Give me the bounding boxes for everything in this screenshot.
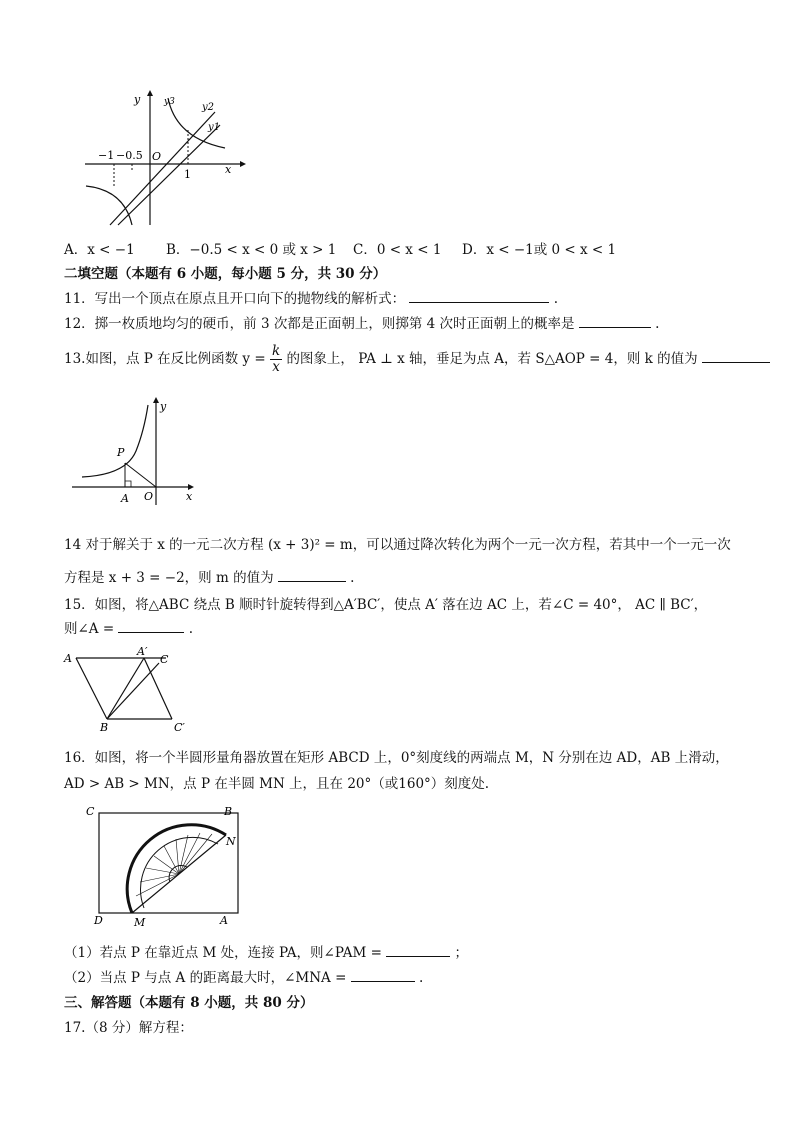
q15-answer-blank[interactable]	[118, 620, 184, 633]
q10-option-c: C．0 < x < 1	[353, 242, 442, 258]
q15-label-c-prime: C′	[174, 721, 185, 734]
section3-heading: 三、解答题（本题有 8 小题，共 80 分）	[64, 995, 314, 1011]
q15-label-b: B	[100, 721, 109, 734]
q16-line1: 16．如图，将一个半圆形量角器放置在矩形 ABCD 上，0°刻度线的两端点 M，N 分别在边 AD，AB 上滑动，	[64, 750, 729, 766]
q15-label-c: C	[160, 653, 169, 666]
q12	[64, 312, 659, 332]
q16-sub1-blank[interactable]	[386, 944, 450, 957]
q16-sub2-blank[interactable]	[351, 969, 415, 982]
q16-sub2	[64, 966, 423, 986]
q16-sub1-end: ；	[454, 945, 468, 961]
q16-label-n: N	[226, 835, 236, 848]
q11-end: .	[553, 291, 559, 307]
q13-pre: 13.如图，点 P 在反比例函数 y =	[64, 351, 266, 367]
q16-label-d: D	[94, 914, 103, 927]
q13-p-label: P	[117, 446, 125, 459]
q10-neg05-label: −0.5	[116, 149, 143, 162]
q13-answer-blank[interactable]	[702, 350, 770, 363]
q16-line2: AD > AB > MN，点 P 在半圆 MN 上，且在 20°（或160°）刻度处.	[64, 776, 490, 792]
q10-y2-label: y2	[202, 102, 215, 113]
q16-label-b: B	[224, 805, 233, 818]
q10-y1-label: y1	[208, 122, 221, 133]
q16-sub1-text: （1）若点 P 在靠近点 M 处，连接 PA，则∠PAM =	[64, 945, 382, 961]
q10-tick1-label: 1	[184, 168, 191, 181]
q13-frac-den: x	[272, 359, 280, 375]
q14-answer-blank[interactable]	[278, 569, 346, 582]
q16-label-a: A	[220, 914, 228, 927]
q16-figure	[84, 800, 254, 928]
q16-label-m: M	[134, 916, 146, 928]
q13-fraction	[270, 344, 282, 375]
q11	[64, 287, 558, 307]
q15-line2-text: 则∠A =	[64, 621, 115, 637]
q13	[64, 344, 770, 375]
q13-y-label: y	[160, 400, 167, 413]
q12-text: 12．掷一枚质地均匀的硬币，前 3 次都是正面朝上，则掷第 4 次时正面朝上的概率是	[64, 316, 575, 332]
q15-label-a-prime: A′	[137, 645, 148, 658]
q10-option-a: A．x < −1	[64, 242, 135, 258]
q13-o-label: O	[144, 490, 154, 503]
q11-answer-blank[interactable]	[409, 290, 549, 303]
q14-line1: 14 对于解关于 x 的一元二次方程 (x + 3)² = m，可以通过降次转化为两个一元一次方程，若其中一个一元一次	[64, 537, 731, 553]
q13-a-label: A	[121, 492, 129, 505]
q16-sub1	[64, 941, 468, 961]
q15-line2	[64, 617, 193, 637]
q14-end: .	[350, 570, 355, 586]
q13-frac-num: k	[271, 343, 281, 359]
q10-x-label: x	[225, 163, 232, 176]
q14-line2-text: 方程是 x + 3 = −2，则 m 的值为	[64, 570, 274, 586]
q10-neg1-label: −1	[98, 149, 115, 162]
q10-y-label: y	[134, 93, 141, 106]
section2-heading: 二填空题（本题有 6 小题，每小题 5 分，共 30 分）	[64, 266, 387, 282]
q17-text: 17.（8 分）解方程：	[64, 1020, 193, 1036]
q12-end: .	[655, 316, 660, 332]
q10-origin-label: O	[152, 150, 162, 163]
q10-option-b: B．−0.5 < x < 0 或 x > 1	[166, 242, 337, 258]
q16-sub2-end: .	[418, 970, 424, 986]
q16-sub2-text: （2）当点 P 与点 A 的距离最大时，∠MNA =	[64, 970, 347, 986]
q13-x-label: x	[186, 490, 193, 503]
q10-y3-label: y3	[164, 97, 175, 107]
q10-option-d: D．x < −1或 0 < x < 1	[462, 242, 617, 258]
q12-answer-blank[interactable]	[579, 315, 651, 328]
q13-post: 的图象上， PA ⊥ x 轴，垂足为点 A，若 S△AOP = 4，则 k 的值为	[286, 351, 698, 367]
q10-graph	[80, 90, 250, 230]
q16-label-c: C	[86, 805, 95, 818]
q11-text: 11．写出一个顶点在原点且开口向下的抛物线的解析式：	[64, 291, 406, 307]
q15-label-a: A	[64, 652, 72, 665]
q13-graph	[70, 393, 200, 508]
q14-line2	[64, 566, 354, 586]
q15-figure	[62, 645, 202, 735]
q15-end: .	[188, 621, 194, 637]
q15-line1: 15．如图，将△ABC 绕点 B 顺时针旋转得到△A′BC′，使点 A′ 落在边 AC 上，若∠C = 40°， AC ∥ BC′，	[64, 597, 708, 613]
